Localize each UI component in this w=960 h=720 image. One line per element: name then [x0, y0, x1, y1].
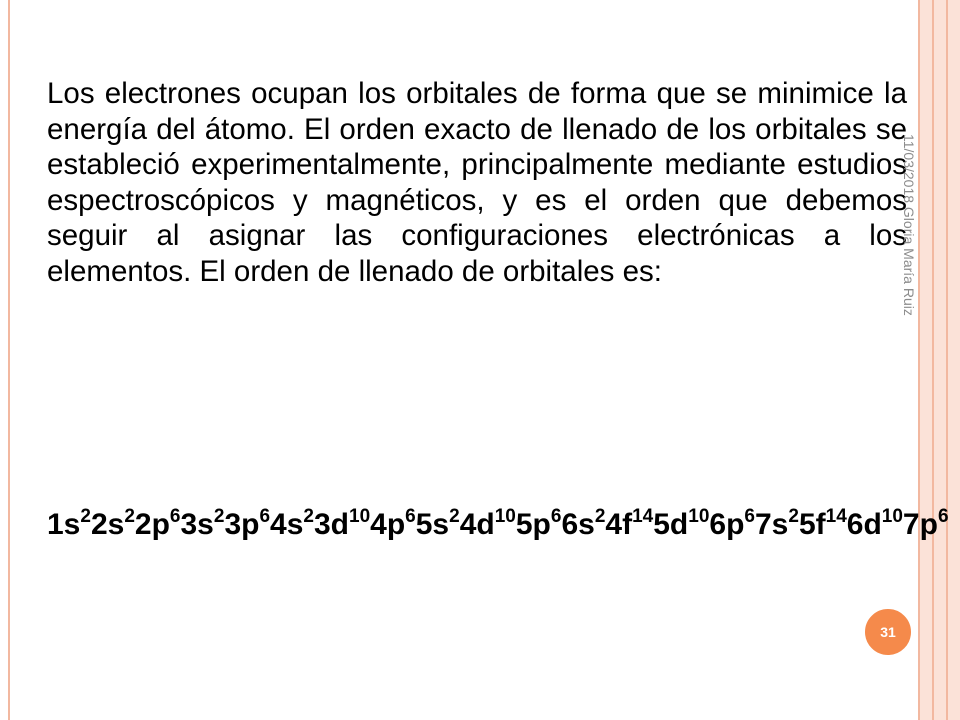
config-term: [270, 508, 314, 541]
right-border-line: [918, 0, 920, 720]
config-term: [605, 508, 653, 541]
config-electrons: 6: [937, 506, 949, 527]
config-electrons: 2: [594, 506, 606, 527]
config-orbital: 2s: [90, 508, 125, 541]
config-term: [135, 508, 181, 541]
config-term: [755, 508, 799, 541]
config-electrons: 2: [124, 506, 135, 527]
config-term: [799, 508, 847, 541]
config-electrons: 10: [494, 506, 516, 527]
config-electrons: 10: [349, 506, 371, 527]
config-electrons: 2: [213, 506, 225, 527]
slide-body-text: Los electrones ocupan los orbitales de forma que se minimice la energía del átomo. El orden exacto de llenado de los orbitales se estableció experimentalmente, principalmente mediante estudios espectroscópicos y magnéticos, y es el orden que debemos seguir al asignar las configuraciones electrónicas a los elementos. El orden de llenado de orbitales es:: [47, 77, 907, 288]
config-electrons: 6: [550, 506, 562, 527]
config-orbital: 1s: [47, 508, 81, 541]
config-term: [224, 508, 270, 541]
config-orbital: 2p: [134, 508, 170, 541]
config-term: [516, 508, 562, 541]
config-orbital: 6p: [709, 508, 745, 541]
config-orbital: 4d: [459, 508, 495, 541]
config-electrons: 6: [169, 506, 181, 527]
config-electrons: 2: [788, 506, 799, 527]
page-number-badge: [862, 606, 914, 658]
config-electrons: 6: [744, 506, 755, 527]
right-decorative-band: [918, 0, 960, 720]
config-electrons: 2: [449, 506, 460, 527]
left-border-line: [8, 0, 10, 720]
config-term: [91, 508, 135, 541]
slide-date-author-footer: 11/03/2018 Gloria María Ruiz: [901, 134, 917, 316]
config-orbital: 3d: [314, 508, 350, 541]
config-orbital: 5f: [798, 508, 826, 541]
config-orbital: 4s: [270, 508, 304, 541]
config-term: [314, 508, 370, 541]
right-border-line: [932, 0, 934, 720]
config-orbital: 4f: [605, 508, 633, 541]
config-term: [561, 508, 605, 541]
config-term: [47, 508, 91, 541]
config-orbital: 5p: [515, 508, 551, 541]
config-electrons: 14: [825, 506, 847, 527]
config-term: [653, 508, 709, 541]
config-orbital: 3s: [180, 508, 214, 541]
config-electrons: 2: [80, 506, 91, 527]
config-electrons: 14: [632, 506, 654, 527]
config-orbital: 7p: [902, 508, 938, 541]
config-term: [460, 508, 516, 541]
config-term: [370, 508, 416, 541]
config-orbital: 4p: [370, 508, 406, 541]
config-electrons: 6: [259, 506, 271, 527]
right-border-line: [946, 0, 948, 720]
page-number: 31: [880, 624, 896, 640]
config-term: [709, 508, 755, 541]
config-orbital: 6s: [561, 508, 595, 541]
config-term: [181, 508, 225, 541]
config-term: [903, 508, 949, 541]
electron-configuration: [47, 503, 949, 547]
config-electrons: 10: [881, 506, 903, 527]
config-orbital: 6d: [846, 508, 882, 541]
config-orbital: 5d: [653, 508, 689, 541]
config-orbital: 5s: [415, 508, 450, 541]
config-orbital: 7s: [754, 508, 789, 541]
config-electrons: 6: [405, 506, 416, 527]
config-term: [416, 508, 460, 541]
config-electrons: 10: [688, 506, 710, 527]
config-term: [847, 508, 903, 541]
config-electrons: 2: [303, 506, 314, 527]
config-orbital: 3p: [224, 508, 260, 541]
